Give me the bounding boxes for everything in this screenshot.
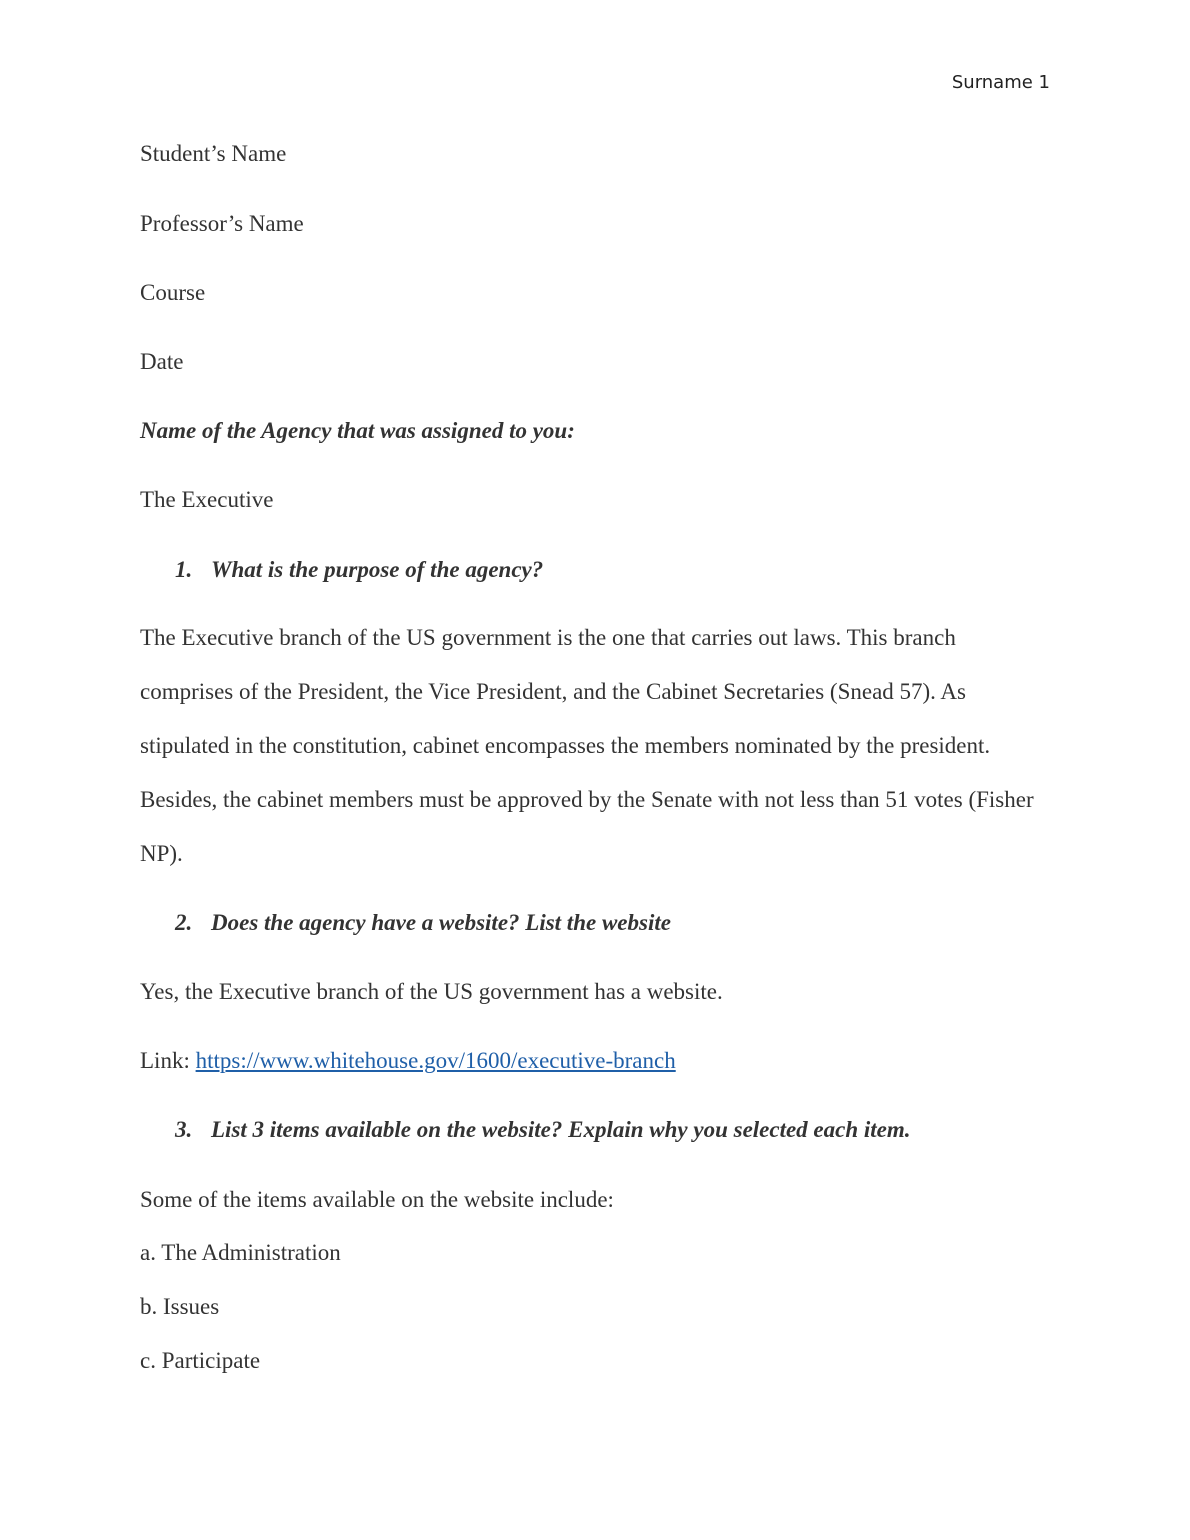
list-item: b. Issues xyxy=(140,1294,220,1319)
question-1-heading xyxy=(175,557,543,583)
question-1-number: 1. xyxy=(175,557,193,582)
answer-1-line: The Executive branch of the US government is the one that carries out laws. This branch xyxy=(140,625,956,650)
website-link[interactable]: https://www.whitehouse.gov/1600/executive-branch xyxy=(195,1048,676,1073)
answer-1-line: comprises of the President, the Vice President, and the Cabinet Secretaries (Snead 57). As xyxy=(140,679,966,704)
question-3-text: List 3 items available on the website? Explain why you selected each item. xyxy=(211,1117,911,1142)
question-2-heading xyxy=(175,910,671,936)
answer-1-line: stipulated in the constitution, cabinet encompasses the members nominated by the president. xyxy=(140,733,991,758)
running-head: Surname 1 xyxy=(951,72,1050,93)
list-item: c. Participate xyxy=(140,1348,261,1373)
agency-label: Name of the Agency that was assigned to you: xyxy=(140,418,575,443)
link-label: Link: xyxy=(140,1048,190,1073)
answer-1-paragraph xyxy=(140,611,1060,881)
list-item: a. The Administration xyxy=(140,1240,341,1265)
question-3-heading xyxy=(175,1117,911,1143)
answer-2-text: Yes, the Executive branch of the US government has a website. xyxy=(140,979,723,1004)
question-3-number: 3. xyxy=(175,1117,193,1142)
answer-1-line: NP). xyxy=(140,841,183,866)
student-name: Student’s Name xyxy=(140,141,287,166)
answer-1-line: Besides, the cabinet members must be approved by the Senate with not less than 51 votes (Fisher xyxy=(140,787,1034,812)
question-2-number: 2. xyxy=(175,910,193,935)
answer-3-intro: Some of the items available on the website include: xyxy=(140,1187,614,1212)
date: Date xyxy=(140,349,184,374)
course: Course xyxy=(140,280,206,305)
agency-name: The Executive xyxy=(140,487,274,512)
professor-name: Professor’s Name xyxy=(140,211,304,236)
question-1-text: What is the purpose of the agency? xyxy=(211,557,544,582)
question-2-text: Does the agency have a website? List the website xyxy=(211,910,671,935)
website-link-line xyxy=(140,1048,676,1074)
